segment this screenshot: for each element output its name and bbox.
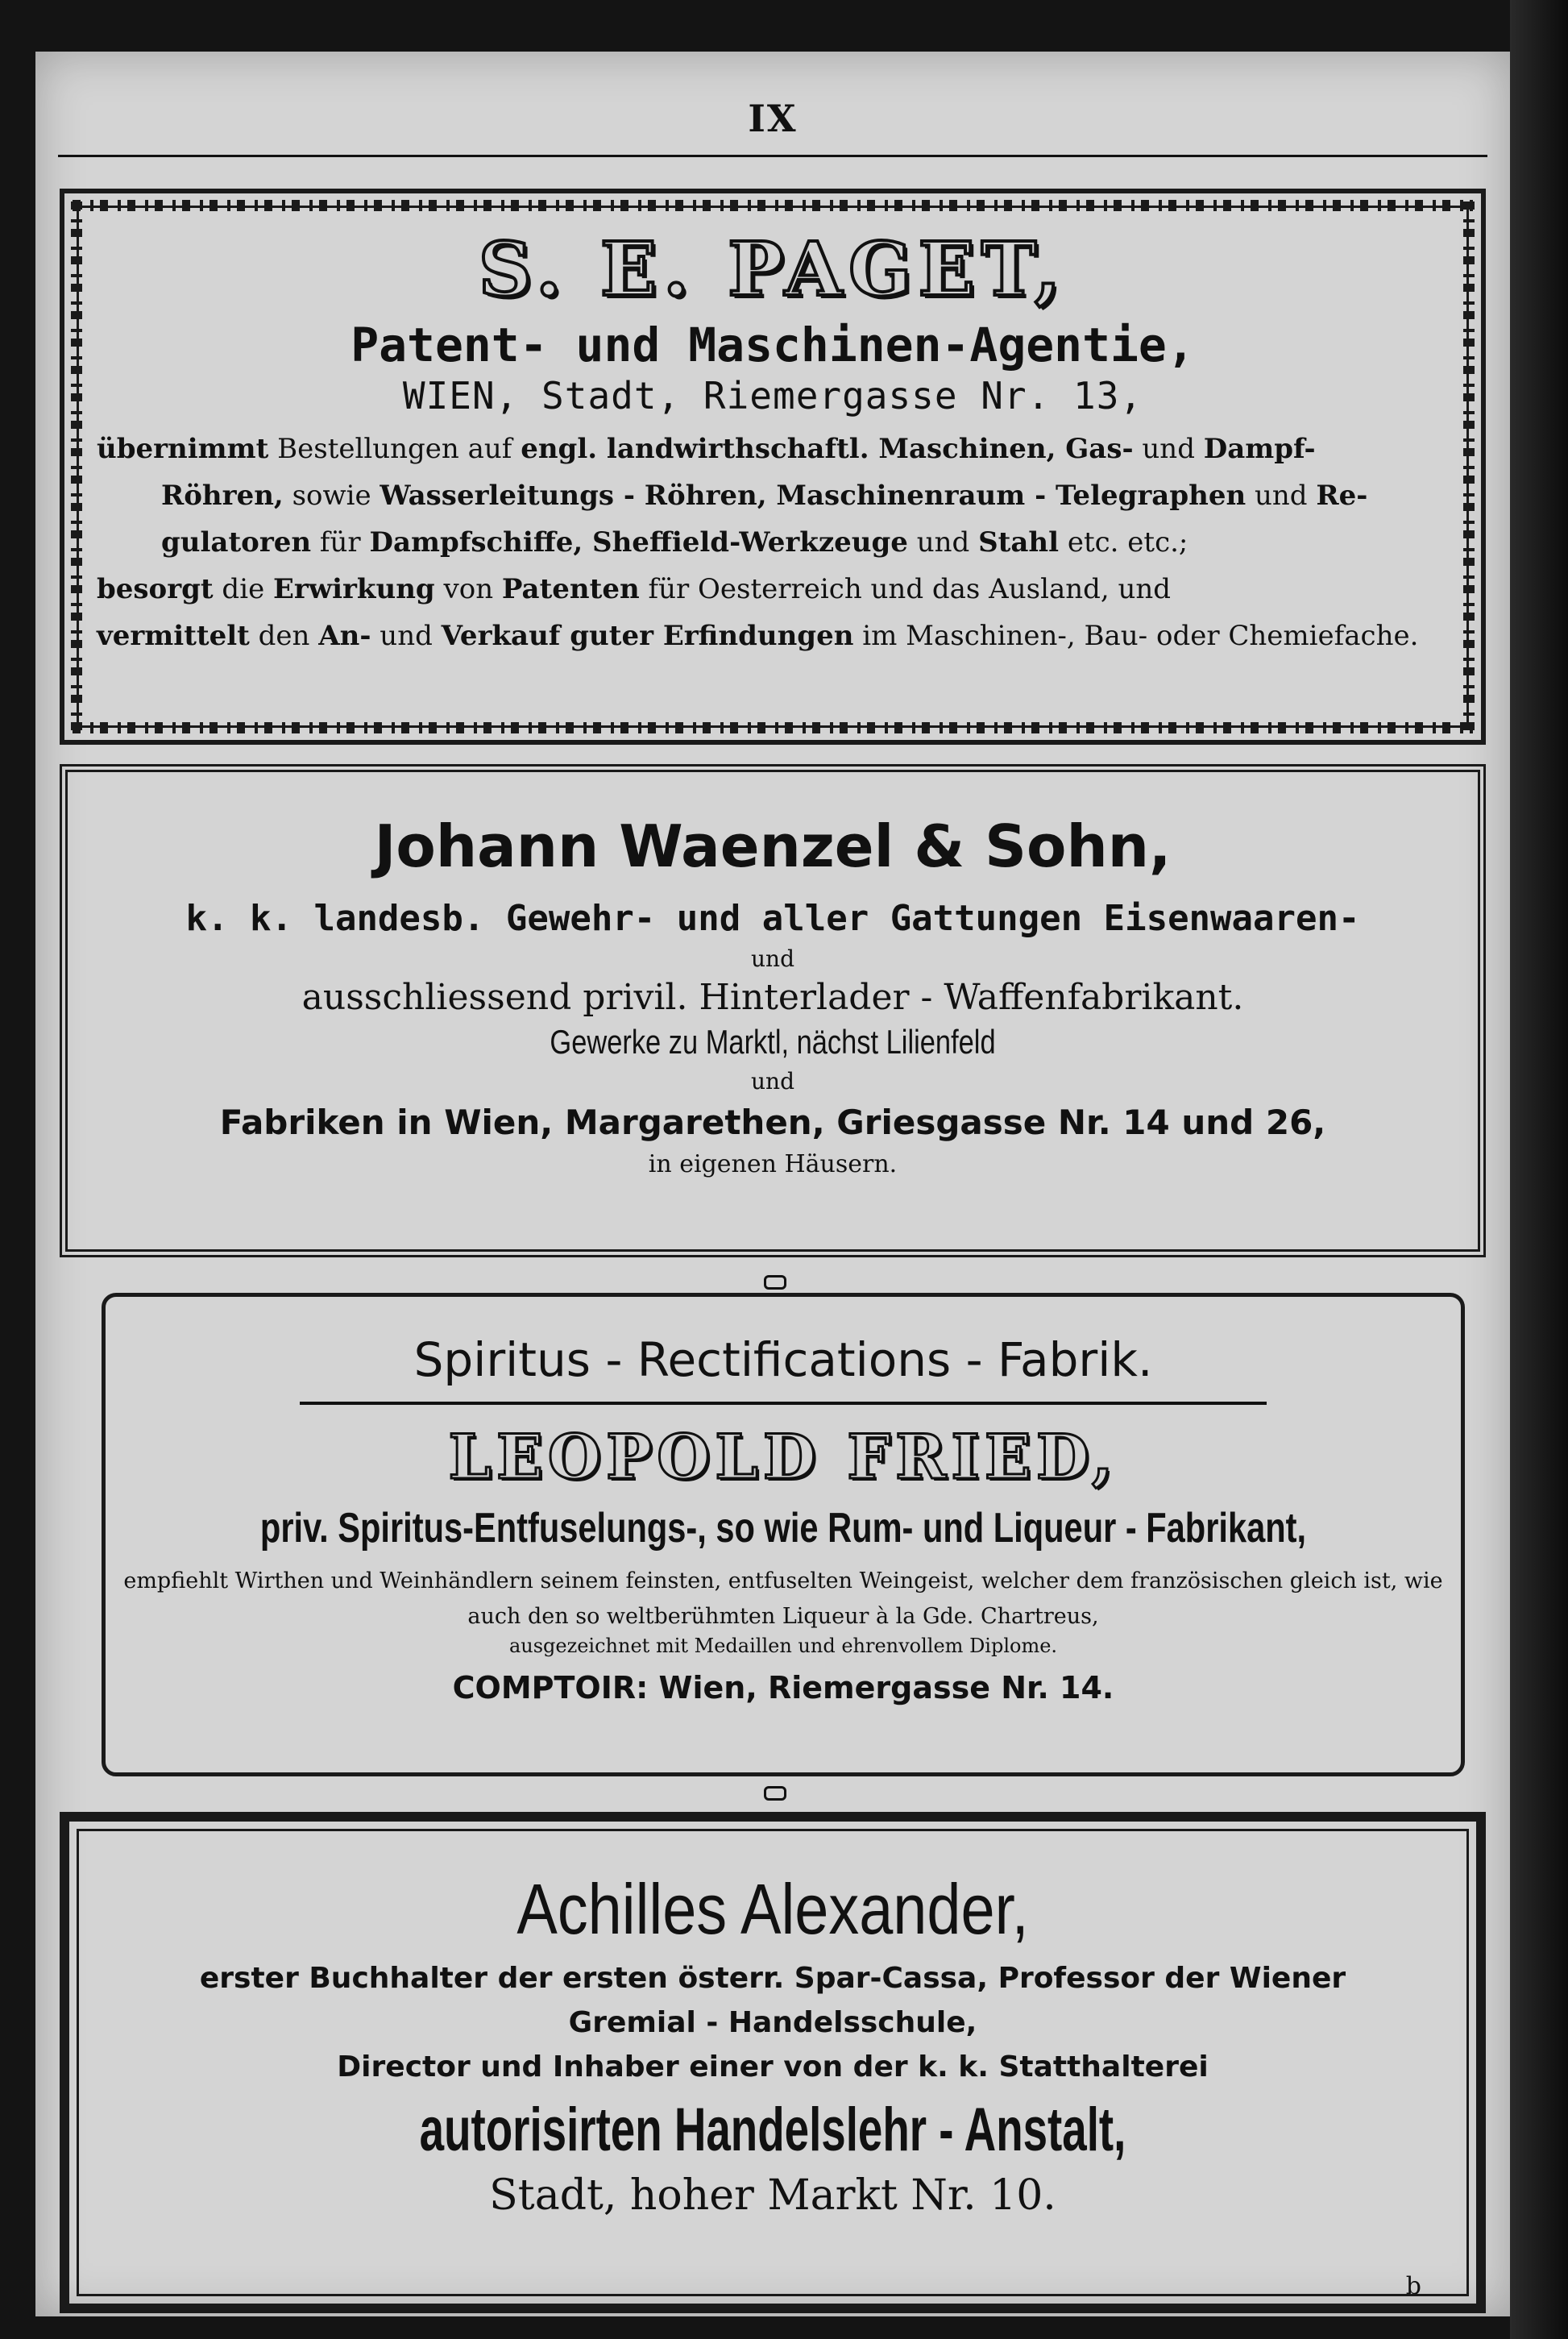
- ad-waenzel-title: Johann Waenzel & Sohn,: [374, 812, 1172, 880]
- chain-border-right: [1463, 201, 1475, 732]
- chain-border-bottom: [73, 722, 1473, 733]
- signature-mark: b: [1405, 2272, 1421, 2300]
- ad-paget: [60, 189, 1486, 745]
- ad-fried-line-1: priv. Spiritus-Entfuselungs-, so wie Rum- und Liqueur - Fabrikant,: [259, 1505, 1307, 1552]
- ad-alexander-line-4: autorisirten Handelslehr - Anstalt,: [419, 2096, 1126, 2164]
- ad-paget-line-1: übernimmt Bestellungen auf engl. landwirthschaftl. Maschinen, Gas- und Dampf-: [97, 433, 1316, 465]
- ad-paget-body: [64, 418, 1481, 659]
- ad-waenzel-line-5: in eigenen Häusern.: [648, 1150, 898, 1178]
- ad-alexander-line-1: erster Buchhalter der ersten österr. Spar-Cassa, Professor der Wiener: [199, 1962, 1346, 1995]
- ad-waenzel-line-1: k. k. landesb. Gewehr- und aller Gattungen Eisenwaaren-: [185, 898, 1360, 939]
- top-rule: [58, 155, 1487, 157]
- page-number: IX: [748, 97, 798, 140]
- ad-fried-body-2: ausgezeichnet mit Medaillen und ehrenvollem Diplome.: [508, 1635, 1058, 1657]
- ad-alexander: [60, 1812, 1486, 2313]
- ad-waenzel-und-2: und: [751, 1068, 794, 1095]
- ad-waenzel-line-3: Gewerke zu Marktl, nächst Lilienfeld: [550, 1023, 996, 1061]
- ad-alexander-title: Achilles Alexander,: [516, 1869, 1029, 1949]
- ad-fried-comptoir: COMPTOIR: Wien, Riemergasse Nr. 14.: [452, 1670, 1114, 1705]
- ad-paget-title: S. E. PAGET,: [478, 226, 1068, 313]
- ad-paget-line-3: gulatoren für Dampfschiffe, Sheffield-Werkzeuge und Stahl etc. etc.;: [161, 526, 1188, 559]
- ad-paget-line-5: vermittelt den An- und Verkauf guter Erfindungen im Maschinen-, Bau- oder Chemiefache.: [97, 620, 1419, 652]
- ad-waenzel-line-4: Fabriken in Wien, Margarethen, Griesgasse Nr. 14 und 26,: [219, 1103, 1326, 1142]
- ad-waenzel-line-2: ausschliessend privil. Hinterlader - Waffenfabrikant.: [301, 977, 1244, 1018]
- page-edge: [1510, 0, 1568, 2339]
- ad-fried-body: empfiehlt Wirthen und Weinhändlern seinem feinsten, entfuselten Weingeist, welcher dem französischen gleich ist, wie auch den so weltberühmten Liqueur à la Gde. Chartreus,: [123, 1568, 1443, 1629]
- chain-border-left: [71, 201, 82, 732]
- ad-fried-rule: [300, 1402, 1267, 1405]
- page: [35, 52, 1510, 2316]
- ad-alexander-address: Stadt, hoher Markt Nr. 10.: [489, 2171, 1056, 2220]
- ad-alexander-line-3: Director und Inhaber einer von der k. k. Statthalterei: [337, 2050, 1209, 2083]
- ornament-divider-2: [764, 1786, 786, 1801]
- ad-paget-line-4: besorgt die Erwirkung von Patenten für Oesterreich und das Ausland, und: [97, 573, 1172, 605]
- ad-paget-address: WIEN, Stadt, Riemergasse Nr. 13,: [402, 374, 1143, 418]
- ornament-divider-1: [764, 1275, 786, 1290]
- ad-waenzel: [60, 764, 1486, 1257]
- ad-fried-title: LEOPOLD FRIED,: [448, 1421, 1118, 1493]
- chain-border-top: [73, 200, 1473, 211]
- ad-fried-heading: Spiritus - Rectifications - Fabrik.: [413, 1332, 1153, 1387]
- ad-fried: [102, 1293, 1465, 1776]
- ad-waenzel-und-1: und: [751, 945, 794, 972]
- ad-paget-line-2: Röhren, sowie Wasserleitungs - Röhren, Maschinenraum - Telegraphen und Re-: [161, 480, 1368, 512]
- ad-alexander-line-2: Gremial - Handelsschule,: [568, 2006, 977, 2039]
- ad-paget-subtitle: Patent- und Maschinen-Agentie,: [351, 318, 1195, 372]
